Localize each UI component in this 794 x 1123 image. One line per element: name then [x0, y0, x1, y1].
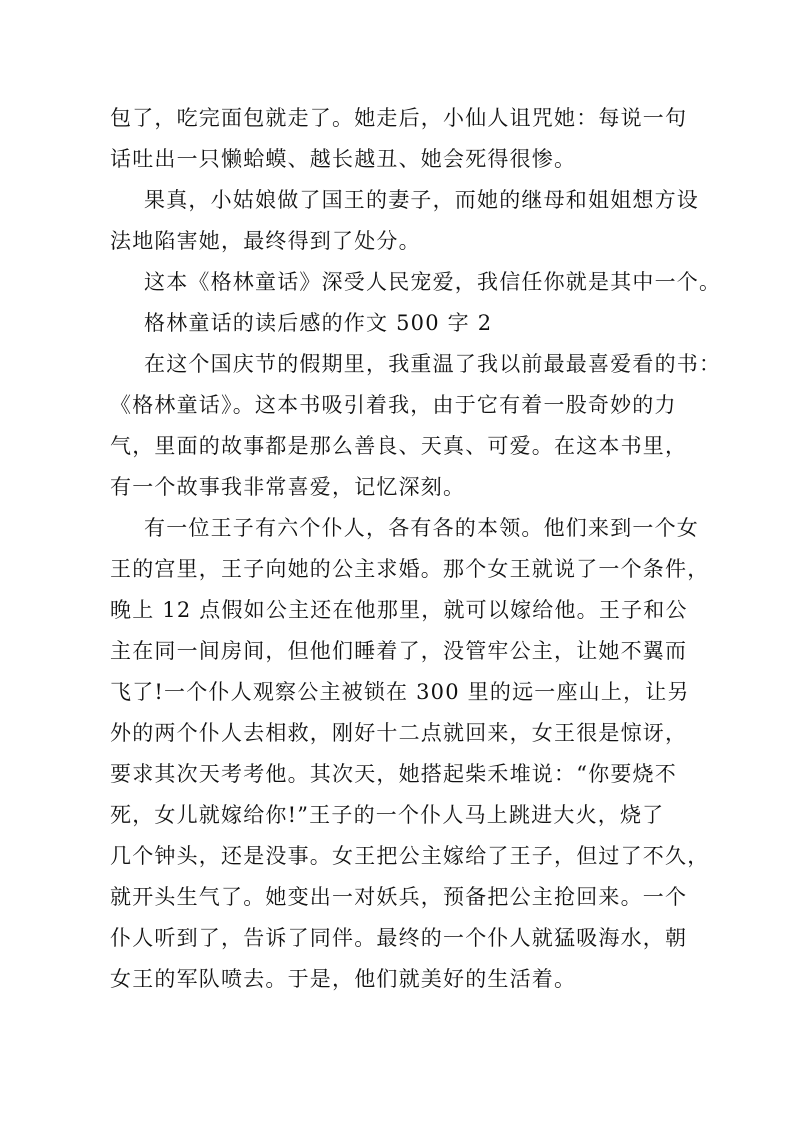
text-line: 话吐出一只懒蛤蟆、越长越丑、她会死得很惨。: [110, 147, 577, 171]
text-line: 这本《格林童话》深受人民宠爱，我信任你就是其中一个。: [144, 270, 722, 294]
text-line: 外的两个仆人去相救，刚好十二点就回来，女王很是惊讶，: [110, 721, 688, 745]
text-line: 仆人听到了，告诉了同伴。最终的一个仆人就猛吸海水，朝: [110, 926, 688, 950]
text-line: 女王的军队喷去。于是，他们就美好的生活着。: [110, 967, 577, 991]
text-line: 气，里面的故事都是那么善良、天真、可爱。在这本书里，: [110, 434, 688, 458]
text-line: 在这个国庆节的假期里，我重温了我以前最最喜爱看的书：: [144, 352, 722, 376]
text-line: 就开头生气了。她变出一对妖兵，预备把公主抢回来。一个: [110, 885, 688, 909]
text-line: 死，女儿就嫁给你!”王子的一个仆人马上跳进大火，烧了: [110, 803, 665, 827]
text-line: 主在同一间房间，但他们睡着了，没管牢公主，让她不翼而: [110, 639, 688, 663]
text-line: 有一个故事我非常喜爱，记忆深刻。: [110, 475, 466, 499]
text-line: 法地陷害她，最终得到了处分。: [110, 229, 421, 253]
text-line: 要求其次天考考他。其次天，她搭起柴禾堆说：“你要烧不: [110, 762, 677, 786]
document-body: [110, 98, 722, 1000]
section-heading: 格林童话的读后感的作文 500 字 2: [144, 311, 493, 335]
text-line: 果真，小姑娘做了国王的妻子，而她的继母和姐姐想方设: [144, 188, 699, 212]
text-line: 晚上 12 点假如公主还在他那里，就可以嫁给他。王子和公: [110, 598, 688, 622]
text-line: 《格林童话》。这本书吸引着我，由于它有着一股奇妙的力: [110, 393, 677, 417]
text-line: 有一位王子有六个仆人，各有各的本领。他们来到一个女: [144, 516, 699, 540]
text-line: 几个钟头，还是没事。女王把公主嫁给了王子，但过了不久，: [110, 844, 710, 868]
text-line: 飞了!一个仆人观察公主被锁在 300 里的远一座山上，让另: [110, 680, 690, 704]
text-line: 王的宫里，王子向她的公主求婚。那个女王就说了一个条件，: [110, 557, 710, 581]
text-line: 包了，吃完面包就走了。她走后，小仙人诅咒她：每说一句: [110, 106, 688, 130]
